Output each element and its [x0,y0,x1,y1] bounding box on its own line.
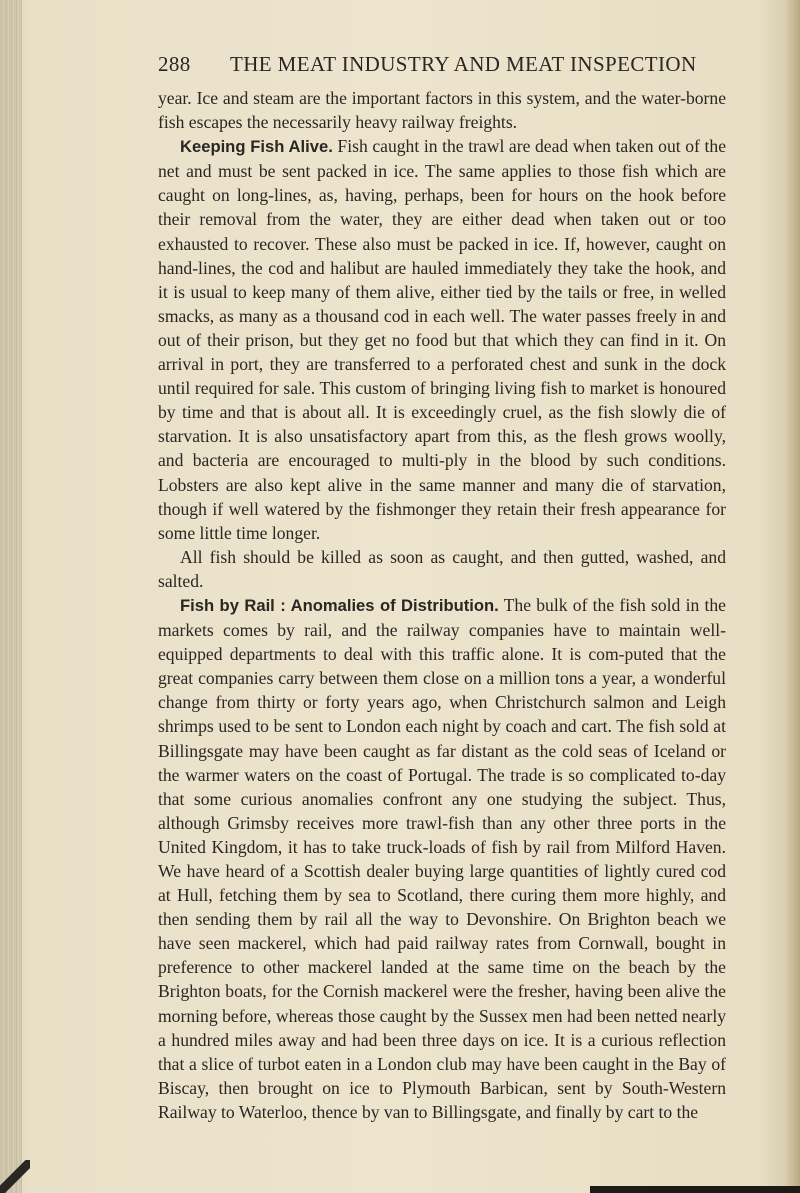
running-head-title: THE MEAT INDUSTRY AND MEAT INSPECTION [230,52,697,76]
section-heading: Keeping Fish Alive. [180,137,333,157]
page-number: 288 [158,52,191,76]
page-corner-mark [0,1160,30,1193]
body-text [158,86,726,1124]
paragraph-killed [158,545,726,593]
paragraph-text: Fish caught in the trawl are dead when taken out of the net and must be sent packed in ice. The same applies to those fish which are caught on long-lines, as, having, perhaps, been for hours on the hook before their removal from the water, they are either dead when taken out or too exhausted to recover. These also must be packed in ice. If, however, caught on hand-lines, the cod and halibut are hauled immediately they take the hook, and it is usual to keep many of them alive, either tied by the tails or free, in welled smacks, as many as a thousand cod in each well. The water passes freely in and out of their prison, but they get no food but that which they can find in it. On arrival in port, they are transferred to a perforated chest and sunk in the dock until required for sale. This custom of bringing living fish to market is honoured by time and that is about all. It is exceedingly cruel, as the fish slowly die of starvation. It is also unsatisfactory apart from this, as the flesh grows woolly, and bacteria are encouraged to multi-ply in the blood by such conditions. Lobsters are also kept alive in the same manner and many die of starvation, though if well watered by the fishmonger they retain their fresh appearance for some little time longer. [158,136,726,543]
bottom-edge-shadow [590,1186,800,1193]
section-heading: Fish by Rail : Anomalies of Distribution. [180,595,499,615]
paragraph-text: year. Ice and steam are the important factors in this system, and the water-borne fish escapes the necessarily heavy railway freights. [158,88,726,133]
running-header [158,52,718,82]
paragraph-fish-by-rail [158,593,726,1124]
paragraph-text: All fish should be killed as soon as caught, and then gutted, washed, and salted. [158,546,726,591]
page-right-edge [786,0,800,1193]
page-gutter-edge [0,0,22,1193]
paragraph-text: The bulk of the fish sold in the markets comes by rail, and the railway companies have to maintain well-equipped departments to deal with this traffic alone. It is com-puted that the great companies carry between them close on a million tons a year, a wonderful change from thirty or forty years ago, when Christchurch salmon and Leigh shrimps used to be sent to London each night by coach and cart. The fish sold at Billingsgate may have been caught as far distant as the cold seas of Iceland or the warmer waters on the coast of Portugal. The trade is so complicated to-day that some curious anomalies confront any one studying the subject. Thus, although Grimsby receives more trawl-fish than any other three ports in the United Kingdom, it has to take truck-loads of fish by rail from Milford Haven. We have heard of a Scottish dealer buying large quantities of lightly cured cod at Hull, fetching them by sea to Scotland, there curing them more highly, and then sending them by rail all the way to Devonshire. On Brighton beach we have seen mackerel, which had paid railway rates from Cornwall, bought in preference to other mackerel landed at the same time on the beach by the Brighton boats, for the Cornish mackerel were the fresher, having been alive the morning before, whereas those caught by the Sussex men had been netted nearly a hundred miles away and had been three days on ice. It is a curious reflection that a slice of turbot eaten in a London club may have been caught in the Bay of Biscay, then brought on ice to Plymouth Barbican, sent by South-Western Railway to Waterloo, thence by van to Billingsgate, and finally by cart to the [158,594,726,1122]
paragraph-keeping-fish-alive [158,134,726,545]
paragraph-intro [158,86,726,134]
